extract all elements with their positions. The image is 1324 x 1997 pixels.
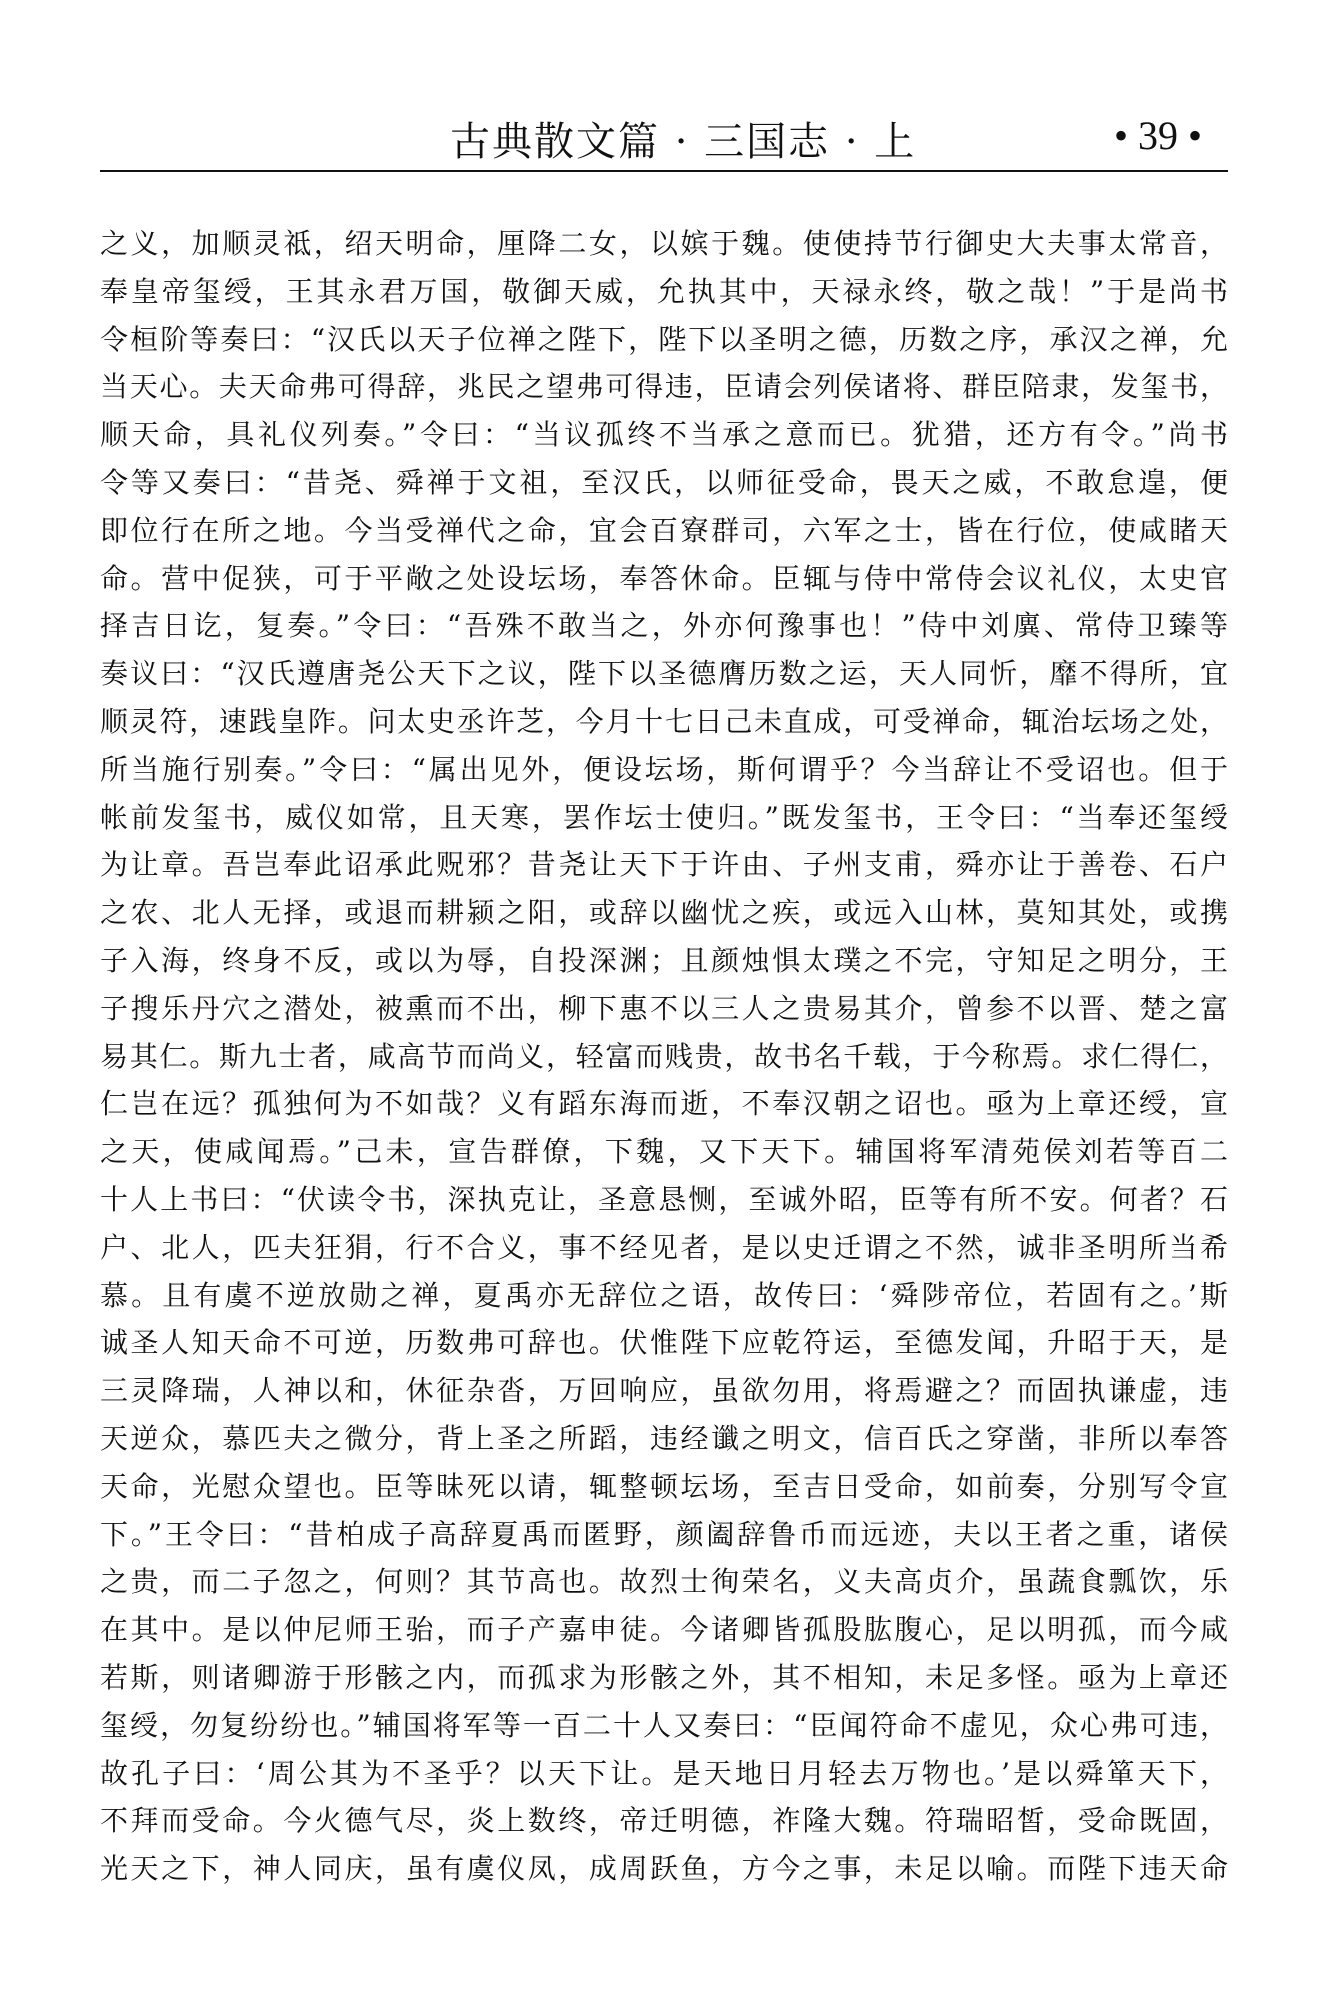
text-line: 之农、北人无择，或退而耕颍之阳，或辞以幽忧之疾，或远入山林，莫知其处，或携: [100, 896, 1228, 930]
text-line: 慕。且有虞不逆放勋之禅，夏禹亦无辞位之语，故传曰：‘舜陟帝位，若固有之。’斯: [100, 1278, 1228, 1312]
text-line: 命。营中促狭，可于平敞之处设坛场，奉答休命。臣辄与侍中常侍会议礼仪，太史官: [100, 561, 1228, 595]
text-line: 诚圣人知天命不可逆，历数弗可辞也。伏惟陛下应乾符运，至德发闻，升昭于天，是: [100, 1326, 1228, 1360]
text-line: 即位行在所之地。今当受禅代之命，宜会百寮群司，六军之士，皆在行位，使咸睹天: [100, 513, 1228, 547]
text-line: 令等又奏曰：“昔尧、舜禅于文祖，至汉氏，以师征受命，畏天之威，不敢怠遑，便: [100, 465, 1228, 499]
body-text: [100, 220, 1228, 1893]
text-line: 之义，加顺灵祗，绍天明命，厘降二女，以嫔于魏。使使持节行御史大夫事太常音，: [100, 227, 1228, 260]
text-line: 易其仁。斯九士者，咸高节而尚义，轻富而贱贵，故书名千载，于今称焉。求仁得仁，: [100, 1039, 1228, 1073]
text-line: 不拜而受命。今火德气尽，炎上数终，帝迁明德，祚隆大魏。符瑞昭皙，受命既固，: [100, 1804, 1228, 1838]
text-line: 玺绶，勿复纷纷也。”辅国将军等一百二十人又奏曰：“臣闻符命不虚见，众心弗可违，: [100, 1708, 1228, 1742]
text-line: 择吉日讫，复奏。”令曰：“吾殊不敢当之，外亦何豫事也！”侍中刘廙、常侍卫臻等: [100, 609, 1228, 643]
running-title: 古典散文篇 · 三国志 · 上: [450, 119, 917, 165]
text-line: 子入海，终身不反，或以为辱，自投深渊；且颜烛惧太璞之不完，守知足之明分，王: [100, 943, 1228, 977]
page-header: [100, 104, 1228, 172]
text-line: 下。”王令曰：“昔柏成子高辞夏禹而匿野，颜阖辞鲁币而远迹，夫以王者之重，诸侯: [100, 1517, 1228, 1551]
text-line: 天命，光慰众望也。臣等昧死以请，辄整顿坛场，至吉日受命，如前奏，分别写令宣: [100, 1469, 1228, 1503]
text-line: 当天心。夫天命弗可得辞，兆民之望弗可得违，臣请会列侯诸将、群臣陪隶，发玺书，: [100, 370, 1228, 404]
page-number: • 39 •: [1113, 113, 1202, 158]
text-line: 为让章。吾岂奉此诏承此贶邪？昔尧让天下于许由、子州支甫，舜亦让于善卷、石户: [100, 848, 1228, 882]
text-line: 令桓阶等奏曰：“汉氏以天子位禅之陛下，陛下以圣明之德，历数之序，承汉之禅，允: [100, 322, 1228, 356]
text-line: 顺天命，具礼仪列奏。”令曰：“当议孤终不当承之意而已。犹猎，还方有令。”尚书: [100, 418, 1228, 452]
text-line: 子搜乐丹穴之潜处，被熏而不出，柳下惠不以三人之贵易其介，曾参不以晋、楚之富: [100, 991, 1228, 1025]
text-line: 奏议曰：“汉氏遵唐尧公天下之议，陛下以圣德膺历数之运，天人同忻，靡不得所，宜: [100, 657, 1228, 691]
text-line: 仁岂在远？孤独何为不如哉？义有蹈东海而逝，不奉汉朝之诏也。亟为上章还绶，宣: [100, 1087, 1228, 1121]
text-line: 三灵降瑞，人神以和，休征杂沓，万回响应，虽欲勿用，将焉避之？而固执谦虚，违: [100, 1374, 1228, 1408]
text-line: 光天之下，神人同庆，虽有虞仪凤，成周跃鱼，方今之事，未足以喻。而陛下违天命: [100, 1852, 1228, 1886]
text-line: 奉皇帝玺绶，王其永君万国，敬御天威，允执其中，天禄永终，敬之哉！”于是尚书: [100, 274, 1228, 308]
text-line: 之天，使咸闻焉。”己未，宣告群僚，下魏，又下天下。辅国将军清苑侯刘若等百二: [100, 1135, 1228, 1169]
text-line: 天逆众，慕匹夫之微分，背上圣之所蹈，违经谶之明文，信百氏之穿凿，非所以奉答: [100, 1421, 1228, 1455]
text-line: 之贵，而二子忽之，何则？其节高也。故烈士徇荣名，义夫高贞介，虽蔬食瓢饮，乐: [100, 1565, 1228, 1599]
text-line: 顺灵符，速践皇阼。问太史丞许芝，今月十七日己未直成，可受禅命，辄治坛场之处，: [100, 704, 1228, 738]
text-line: 所当施行别奏。”令曰：“属出见外，便设坛场，斯何谓乎？今当辞让不受诏也。但于: [100, 752, 1228, 786]
text-line: 帐前发玺书，威仪如常，且天寒，罢作坛士使归。”既发玺书，王令曰：“当奉还玺绶: [100, 800, 1228, 834]
text-line: 户、北人，匹夫狂狷，行不合义，事不经见者，是以史迁谓之不然，诚非圣明所当希: [100, 1230, 1228, 1264]
text-line: 十人上书曰：“伏读令书，深执克让，圣意恳恻，至诚外昭，臣等有所不安。何者？石: [100, 1182, 1228, 1216]
text-line: 在其中。是以仲尼师王骀，而子产嘉申徒。今诸卿皆孤股肱腹心，足以明孤，而今咸: [100, 1613, 1228, 1647]
text-line: 若斯，则诸卿游于形骸之内，而孤求为形骸之外，其不相知，未足多怪。亟为上章还: [100, 1660, 1228, 1694]
text-line: 故孔子曰：‘周公其为不圣乎？以天下让。是天地日月轻去万物也。’是以舜箪天下，: [100, 1756, 1228, 1790]
